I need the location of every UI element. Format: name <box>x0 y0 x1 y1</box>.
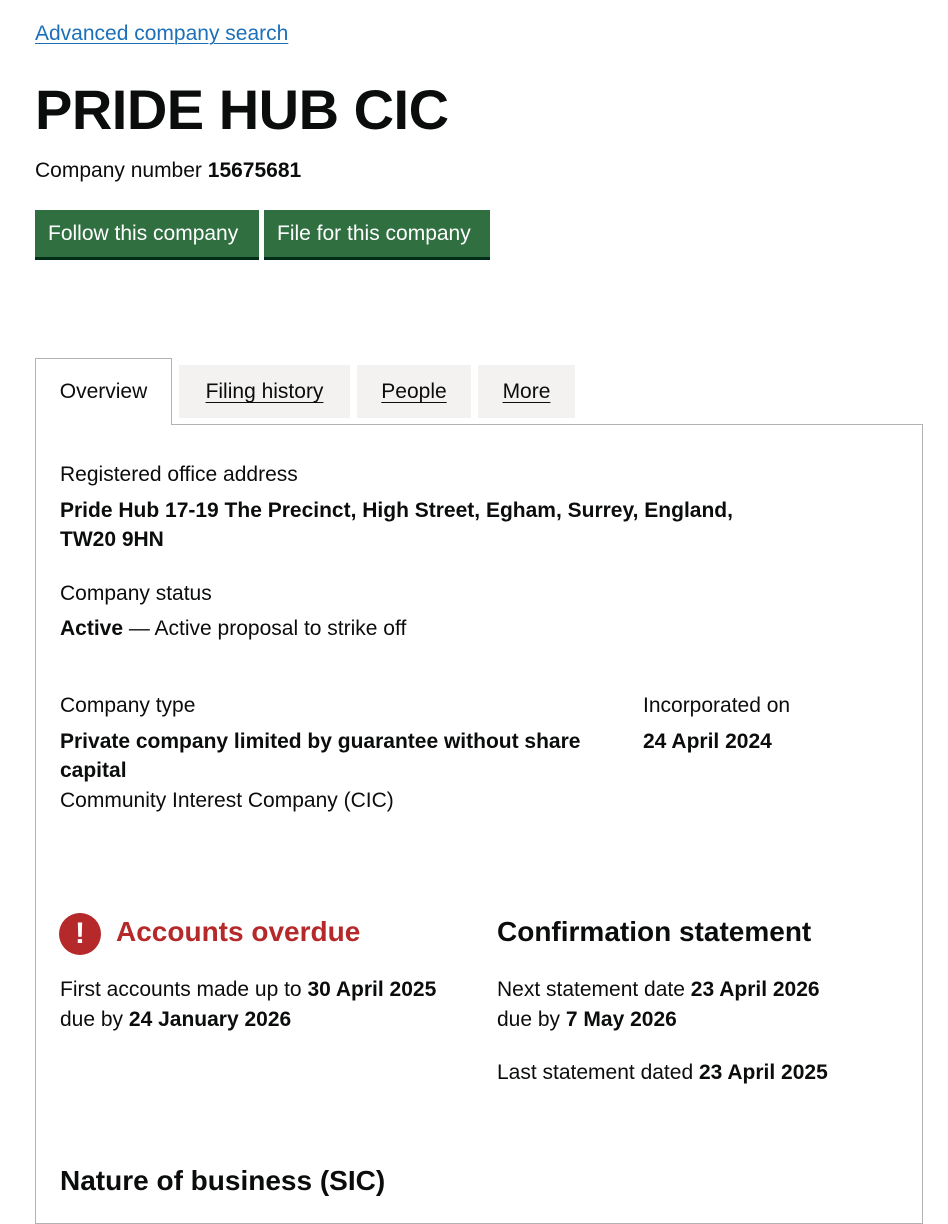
confirmation-statement-heading: Confirmation statement <box>497 916 812 947</box>
company-status-detail: — Active proposal to strike off <box>123 617 407 640</box>
company-type-label: Company type <box>60 694 196 717</box>
incorporated-label: Incorporated on <box>643 694 791 717</box>
registered-office-label: Registered office address <box>60 463 298 486</box>
tab-more[interactable]: More <box>478 365 575 418</box>
company-number-value: 15675681 <box>207 159 302 182</box>
confirmation-due-prefix: due by <box>497 1008 566 1031</box>
advanced-company-search-link[interactable]: Advanced company search <box>35 22 289 45</box>
accounts-due <box>60 1005 291 1035</box>
confirmation-last-date: 23 April 2025 <box>698 1061 828 1084</box>
company-type-line2: capital <box>60 759 127 782</box>
confirmation-next-prefix: Next statement date <box>497 978 691 1001</box>
registered-office-line1: Pride Hub 17-19 The Precinct, High Street, Egham, Surrey, England, <box>60 499 733 522</box>
confirmation-next-date: 23 April 2026 <box>690 978 820 1001</box>
company-name-heading: PRIDE HUB CIC <box>35 78 449 141</box>
overview-panel <box>35 424 923 1224</box>
confirmation-due <box>497 1005 677 1035</box>
tab-overview[interactable]: Overview <box>35 358 172 425</box>
registered-office-line2: TW20 9HN <box>60 528 164 551</box>
company-type-subtype: Community Interest Company (CIC) <box>60 789 394 812</box>
confirmation-last-prefix: Last statement dated <box>497 1061 699 1084</box>
company-status <box>60 614 406 644</box>
accounts-due-prefix: due by <box>60 1008 129 1031</box>
tab-people[interactable]: People <box>357 365 471 418</box>
company-type-line1: Private company limited by guarantee without share <box>60 730 581 753</box>
company-number <box>35 159 301 183</box>
company-number-label: Company number <box>35 159 202 182</box>
warning-icon: ! <box>59 913 101 955</box>
file-for-company-button[interactable]: File for this company <box>264 210 490 257</box>
accounts-overdue-heading: Accounts overdue <box>116 916 361 947</box>
company-status-value: Active <box>60 617 124 640</box>
incorporated-date: 24 April 2024 <box>643 730 772 753</box>
accounts-due-date: 24 January 2026 <box>128 1008 292 1031</box>
confirmation-last <box>497 1058 828 1088</box>
nature-of-business-heading: Nature of business (SIC) <box>60 1165 386 1196</box>
accounts-made-up <box>60 975 436 1005</box>
accounts-made-up-date: 30 April 2025 <box>307 978 437 1001</box>
company-status-label: Company status <box>60 582 212 605</box>
tab-filing-history[interactable]: Filing history <box>179 365 350 418</box>
confirmation-next <box>497 975 820 1005</box>
confirmation-due-date: 7 May 2026 <box>565 1008 677 1031</box>
accounts-made-up-prefix: First accounts made up to <box>60 978 308 1001</box>
follow-company-button[interactable]: Follow this company <box>35 210 259 257</box>
